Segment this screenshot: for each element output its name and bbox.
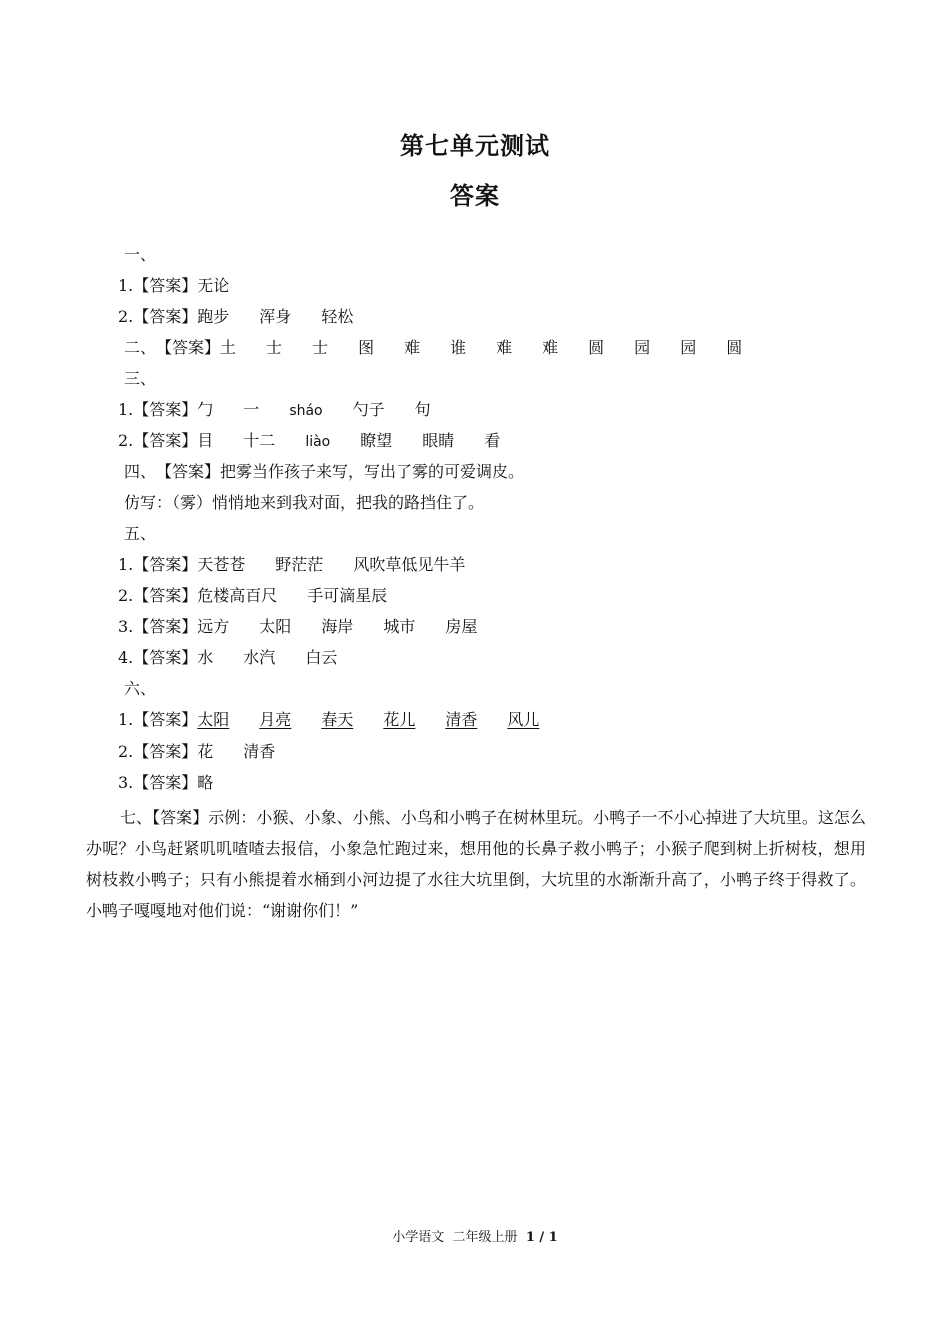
answer-line-6-2: 2.【答案】花 清香 [118, 742, 276, 761]
section-6-heading: 六、 [124, 679, 157, 698]
section-3-heading: 三、 [124, 369, 157, 388]
document-subtitle: 答案 [450, 182, 500, 210]
answer-line-5-2: 2.【答案】危楼高百尺 手可滴星辰 [118, 586, 388, 605]
section-5-heading: 五、 [124, 524, 157, 543]
answer-line-5-3: 3.【答案】远方 太阳 海岸 城市 房屋 [118, 617, 478, 636]
answer-line-5-4: 4.【答案】水 水汽 白云 [118, 648, 338, 667]
answer-line-5-1: 1.【答案】天苍苍 野茫茫 风吹草低见牛羊 [118, 555, 466, 574]
answer-line-6-1: 1.【答案】太阳 月亮 春天 花儿 清香 风儿 [118, 710, 540, 729]
section-1-heading: 一、 [124, 245, 157, 264]
answer-line-3-2: 2.【答案】目 十二 liào 瞭望 眼睛 看 [118, 431, 501, 450]
answer-line-4: 四、【答案】把雾当作孩子来写，写出了雾的可爱调皮。 [124, 462, 525, 481]
answer-paragraph-7: 七、【答案】示例：小猴、小象、小熊、小鸟和小鸭子在树林里玩。小鸭子一不小心掉进了大坑里。这怎么办呢？小鸟赶紧叽叽喳喳去报信，小象急忙跑过来，想用他的长鼻子救小鸭子；小猴子爬到树上折树枝，想用树枝救小鸭子；只有小熊提着水桶到小河边提了水往大坑里倒，大坑里的水渐渐升高了，小鸭子终于得救了。小鸭子嘎嘎地对他们说：“谢谢你们！” [86, 808, 866, 920]
answer-line-2: 二、【答案】土 士 士 图 难 谁 难 难 圆 园 园 圆 [124, 338, 743, 357]
page-footer: 小学语文 二年级上册 1 / 1 [392, 1230, 558, 1245]
answer-line-3-1: 1.【答案】勹 一 sháo 勺子 句 [118, 400, 431, 419]
document-title: 第七单元测试 [400, 132, 550, 160]
answer-line-1-1: 1.【答案】无论 [118, 276, 230, 295]
answer-line-6-3: 3.【答案】略 [118, 773, 214, 792]
answer-line-1-2: 2.【答案】跑步 浑身 轻松 [118, 307, 354, 326]
imitation-line: 仿写：（雾）悄悄地来到我对面，把我的路挡住了。 [124, 493, 485, 512]
